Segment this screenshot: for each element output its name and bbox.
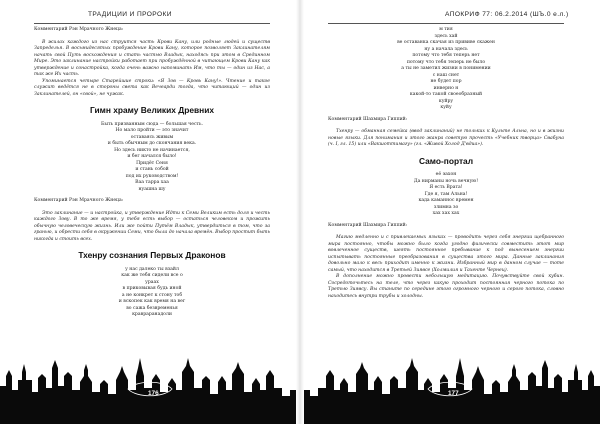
left-header-rule	[34, 23, 270, 24]
poem-line: а ты не заметил жизни в понимении	[401, 66, 491, 71]
poem-line: её эахон	[435, 172, 457, 177]
poem-verse	[328, 172, 564, 218]
poem-line: када каманнос времен	[418, 198, 474, 203]
comment-label: Комментарий Рэн Мрачного Жнеца:	[34, 198, 124, 203]
poem-verse	[328, 27, 564, 112]
poem-line: куйу	[440, 105, 452, 110]
paragraph: Упоминается четыре Старейшие строки: «Я Зов — Кровь Кану!». Чтение и такое служит ведётся не в стороны света как Вечеарди тогда, что читающий — один из Заклинателей, он «свой», не чужак.	[34, 78, 270, 97]
right-header-rule	[328, 23, 564, 24]
poem-verse	[34, 267, 270, 319]
poem-line: и бег начался было!	[127, 154, 177, 159]
poem-line: м тия	[439, 27, 453, 32]
right-page-body	[328, 27, 564, 300]
poem-line: Быть призванным сюда — большая честь.	[100, 121, 204, 127]
poem-line: как же тебя сидели все о	[121, 273, 183, 278]
poem-line: потому что тебя теперь не было	[406, 59, 486, 65]
poem-line: а не конкрет к стону тоб	[121, 292, 183, 298]
poem-line: здесь хай	[434, 33, 458, 39]
poem-line: ве оставанка скачая из прививе скажен	[397, 40, 495, 45]
poem-line: Да нирманы ночь вечную!	[413, 178, 479, 184]
poem-line: оставаясь живым	[130, 134, 174, 140]
right-page-number: 177	[448, 390, 459, 397]
poem-line: Но мало пройти — это значит	[115, 128, 189, 133]
section-heading: Само-портал	[418, 155, 474, 166]
poem-line: куйру	[438, 98, 454, 104]
paragraph: В дополнение можно провести небольшую медитацию. Почувствуйте свой кубин. Сосредоточьтесь на теле, что через какую проходит постоянная черного потока по Третью Зиявсу. Вы станите по середине этого огромного черного и серого потока, словно находитесь внутри трубы и холодны.	[328, 274, 564, 299]
poem-line: и вскопек как время на вег	[118, 299, 186, 304]
paragraph: В жилах каждого из нас струится часть Крови Кану, или родные людей и существ Запределья. В восьмидесятых пробуждение Крови Кану, которое позволяет Заклинателям начать свой Путь восхождения и стать частью Владык, находясь при этом в Срединном Мире. Это заклинание настройки работает при пробуждённой в читающем Крови Кану как утверждение и сонастройка, когда очень важно напоминать Им, что ты — один из Нас, а так же Их часть.	[34, 39, 270, 77]
section-heading: Тхенру сознания Первых Драконов	[78, 250, 226, 260]
right-running-head: АПОКРИФ 77: 06.2.2014 (ШЪ.0 е.л.)	[445, 11, 569, 18]
poem-line: кравраранадоли	[132, 312, 172, 317]
paragraph: Это заклинание — и настройка, и утверждение Идти к Семи Великим есть доля и честь каждого Зову. В то же время, у тебя есть выбор — остаться человеком и прожить обычную человеческую жизнь. Или же пойти Путём Владык, утвердиться в том, что за гранью, и обрести себя в окружении Семи, что была до начала времён. Выбор простит быть никогда и стоить всех.	[34, 210, 270, 242]
poem-line: Придёт Сеня	[136, 160, 168, 166]
poem-line: с наш снет	[432, 72, 460, 78]
poem-line: и стань собой	[135, 167, 169, 172]
poem-line: хах хах хах	[432, 211, 460, 216]
comment-label: Комментарий Шахмира Гиппий:	[328, 222, 408, 228]
poem-line: ну а начала здесь	[424, 46, 468, 52]
poem-verse	[34, 122, 270, 194]
comment-label: Комментарий Шахмира Гиппий:	[328, 116, 408, 122]
poem-line: Ваа тарра хаа	[135, 180, 169, 185]
poem-line: Где я, там Альна!	[424, 191, 468, 197]
poem-line: инверно н	[433, 85, 459, 91]
poem-line: и быть обычным до скончания века.	[107, 141, 197, 146]
left-running-head: ТРАДИЦИИ И ПРОРОКИ	[88, 11, 172, 18]
section-heading: Гимн храму Великих Древних	[89, 105, 215, 115]
comment-label: Комментарий Рэн Мрачного Жнеца:	[34, 27, 124, 32]
left-page-number: 176	[148, 390, 159, 397]
poem-line: во сажа безвременья	[126, 305, 178, 311]
paragraph: Магию медленно и с привлекаемых языках — проводить через себя энергии щебранного мира постоянно, чтобы можно было когда угодно физически совместить этот мир вовлеченное существ, шеять постоянное пребывание к под вынесением энергии испытывать постоянные преобразования в существа этого мира. Данные заклинания довольно мало к весь приходит именно к жизни. Избранный мир в данном случае — тоте самый, что находится в Третьей Зиявсе (Холмилия и Тахенте Чернец).	[328, 235, 564, 273]
poem-line: потому что тебя теперь нет	[412, 53, 480, 58]
poem-line: под их руководством!	[125, 173, 179, 179]
poem-line: Но здесь никто не начинается,	[114, 147, 190, 153]
city-skyline-silhouette	[0, 346, 600, 424]
poem-line: нуашна шу	[138, 186, 166, 192]
poem-line: ураах	[145, 279, 159, 285]
poem-line: у нас далеко ты взайл	[125, 266, 179, 272]
poem-line: не будет пор	[430, 79, 462, 84]
poem-line: какой-то такой своеобразный	[409, 92, 483, 97]
poem-line: злимна зо	[433, 204, 459, 210]
poem-line: в приковывая будь иной	[122, 286, 182, 291]
paragraph: Тхенру — обманная семейка (ввод заклинаний) не тольких к Культе Альна, но и в жизни новые языки. Для понимания и этого жанра советую прочесть «Учебник творца» Свабуна (ч. I, гл. 15) или «Вакшоттимагу» (гл. «Живой Холод Д'вдиа»).	[328, 129, 564, 147]
poem-line: Я есть Врата!	[429, 185, 463, 190]
left-page-body	[34, 27, 270, 324]
